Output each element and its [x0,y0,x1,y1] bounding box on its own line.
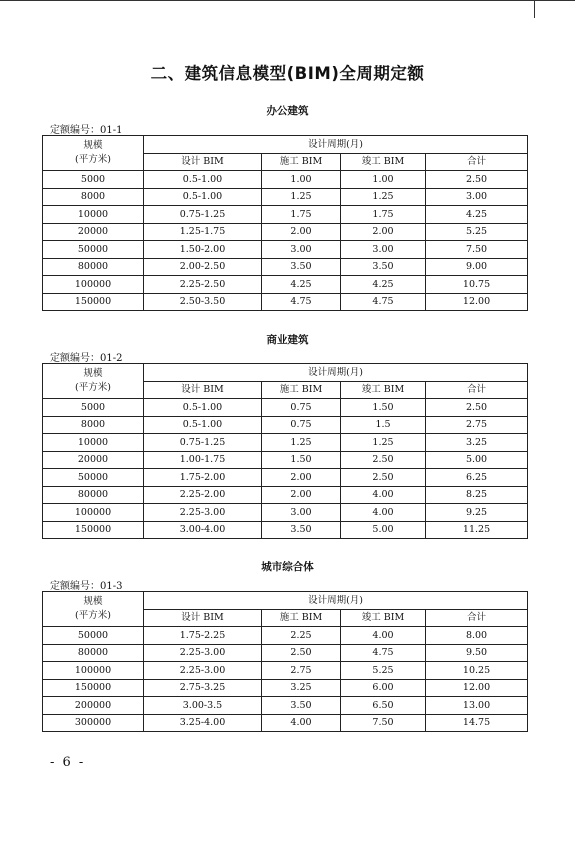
design-bim-cell: 3.00-3.5 [144,697,262,715]
scale-cell: 50000 [43,627,144,645]
quota-table-office [42,135,528,311]
scale-header-line2: (平方米) [75,382,111,393]
completion-bim-cell: 1.75 [341,206,426,224]
construction-bim-cell: 1.00 [262,171,341,189]
scale-header [43,592,144,627]
table-row [43,521,528,539]
construction-bim-cell: 3.50 [262,258,341,276]
construction-bim-cell: 3.25 [262,679,341,697]
top-rule-corner [534,0,575,18]
completion-bim-cell: 4.75 [341,644,426,662]
scale-header [43,364,144,399]
table-row [43,399,528,417]
table-row [43,486,528,504]
scale-cell: 100000 [43,662,144,680]
scale-cell: 300000 [43,714,144,732]
design-bim-cell: 1.50-2.00 [144,241,262,259]
scale-cell: 50000 [43,241,144,259]
construction-bim-cell: 2.00 [262,469,341,487]
scale-cell: 150000 [43,293,144,311]
completion-bim-cell: 4.25 [341,276,426,294]
construction-bim-cell: 4.00 [262,714,341,732]
construction-bim-cell: 3.50 [262,697,341,715]
scale-cell: 80000 [43,486,144,504]
scale-header-line1: 规模 [83,368,103,379]
table-row [43,434,528,452]
construction-bim-cell: 2.50 [262,644,341,662]
table-row [43,241,528,259]
completion-bim-cell: 1.25 [341,188,426,206]
design-bim-cell: 2.25-3.00 [144,504,262,522]
total-cell: 5.00 [426,451,528,469]
section-title-commercial: 商业建筑 [266,334,309,346]
completion-bim-cell: 1.00 [341,171,426,189]
completion-bim-header: 竣工 BIM [341,609,426,627]
table-row [43,223,528,241]
design-bim-cell: 2.50-3.50 [144,293,262,311]
construction-bim-cell: 1.25 [262,188,341,206]
total-cell: 9.50 [426,644,528,662]
total-header: 合计 [426,609,528,627]
page-number: - 6 - [50,755,86,770]
completion-bim-cell: 1.5 [341,416,426,434]
period-header: 设计周期(月) [144,364,528,382]
design-bim-header: 设计 BIM [144,153,262,171]
design-bim-cell: 0.75-1.25 [144,206,262,224]
total-cell: 12.00 [426,293,528,311]
completion-bim-cell: 4.75 [341,293,426,311]
construction-bim-cell: 2.25 [262,627,341,645]
total-cell: 5.25 [426,223,528,241]
scale-cell: 200000 [43,697,144,715]
total-header: 合计 [426,381,528,399]
table-row [43,171,528,189]
design-bim-cell: 3.25-4.00 [144,714,262,732]
completion-bim-cell: 1.25 [341,434,426,452]
construction-bim-cell: 0.75 [262,399,341,417]
total-cell: 8.25 [426,486,528,504]
completion-bim-cell: 5.25 [341,662,426,680]
completion-bim-cell: 6.50 [341,697,426,715]
completion-bim-cell: 2.50 [341,469,426,487]
design-bim-cell: 2.25-2.00 [144,486,262,504]
design-bim-cell: 2.00-2.50 [144,258,262,276]
total-cell: 9.00 [426,258,528,276]
total-header: 合计 [426,153,528,171]
table-row [43,293,528,311]
design-bim-cell: 2.25-3.00 [144,644,262,662]
design-bim-header: 设计 BIM [144,609,262,627]
design-bim-cell: 1.75-2.00 [144,469,262,487]
table-row [43,714,528,732]
design-bim-cell: 0.5-1.00 [144,416,262,434]
construction-bim-cell: 4.25 [262,276,341,294]
scale-cell: 5000 [43,171,144,189]
scale-cell: 20000 [43,451,144,469]
completion-bim-cell: 3.00 [341,241,426,259]
total-cell: 13.00 [426,697,528,715]
construction-bim-cell: 2.00 [262,486,341,504]
scale-cell: 10000 [43,434,144,452]
total-cell: 2.75 [426,416,528,434]
scale-header [43,136,144,171]
construction-bim-header: 施工 BIM [262,381,341,399]
design-bim-cell: 0.5-1.00 [144,399,262,417]
completion-bim-cell: 6.00 [341,679,426,697]
completion-bim-cell: 2.50 [341,451,426,469]
completion-bim-cell: 3.50 [341,258,426,276]
scale-header-line2: (平方米) [75,610,111,621]
total-cell: 12.00 [426,679,528,697]
total-cell: 6.25 [426,469,528,487]
section-title-complex: 城市综合体 [261,561,314,573]
scale-cell: 80000 [43,644,144,662]
construction-bim-cell: 2.00 [262,223,341,241]
design-bim-cell: 2.25-2.50 [144,276,262,294]
scale-cell: 50000 [43,469,144,487]
construction-bim-cell: 1.25 [262,434,341,452]
table-row [43,416,528,434]
total-cell: 2.50 [426,171,528,189]
completion-bim-cell: 4.00 [341,504,426,522]
scale-cell: 100000 [43,276,144,294]
quota-code-commercial: 定额编号：01-2 [50,353,123,364]
scale-cell: 10000 [43,206,144,224]
total-cell: 8.00 [426,627,528,645]
total-cell: 7.50 [426,241,528,259]
total-cell: 4.25 [426,206,528,224]
scale-header-line1: 规模 [83,596,103,607]
page-title: 二、建筑信息模型(BIM)全周期定额 [150,64,425,83]
construction-bim-cell: 2.75 [262,662,341,680]
construction-bim-cell: 4.75 [262,293,341,311]
quota-table-complex [42,591,528,732]
scale-header-line1: 规模 [83,140,103,151]
section-title-office: 办公建筑 [266,105,309,117]
completion-bim-cell: 2.00 [341,223,426,241]
construction-bim-cell: 3.50 [262,521,341,539]
design-bim-cell: 3.00-4.00 [144,521,262,539]
quota-code-complex: 定额编号：01-3 [50,581,123,592]
table-row [43,504,528,522]
quota-table-commercial [42,363,528,539]
completion-bim-cell: 7.50 [341,714,426,732]
design-bim-cell: 0.5-1.00 [144,188,262,206]
total-cell: 11.25 [426,521,528,539]
construction-bim-cell: 1.50 [262,451,341,469]
total-cell: 2.50 [426,399,528,417]
design-bim-cell: 0.5-1.00 [144,171,262,189]
construction-bim-header: 施工 BIM [262,609,341,627]
design-bim-cell: 1.25-1.75 [144,223,262,241]
construction-bim-cell: 1.75 [262,206,341,224]
scale-header-line2: (平方米) [75,154,111,165]
completion-bim-header: 竣工 BIM [341,153,426,171]
table-row [43,679,528,697]
total-cell: 3.00 [426,188,528,206]
scale-cell: 5000 [43,399,144,417]
table-row [43,662,528,680]
table-row [43,469,528,487]
scale-cell: 100000 [43,504,144,522]
table-row [43,451,528,469]
top-rule [0,0,575,1]
total-cell: 14.75 [426,714,528,732]
scale-cell: 20000 [43,223,144,241]
completion-bim-cell: 1.50 [341,399,426,417]
scale-cell: 150000 [43,521,144,539]
completion-bim-cell: 4.00 [341,627,426,645]
total-cell: 9.25 [426,504,528,522]
table-row [43,206,528,224]
table-row [43,697,528,715]
design-bim-cell: 0.75-1.25 [144,434,262,452]
design-bim-cell: 2.75-3.25 [144,679,262,697]
table-row [43,258,528,276]
table-row [43,644,528,662]
scale-cell: 8000 [43,416,144,434]
total-cell: 10.25 [426,662,528,680]
period-header: 设计周期(月) [144,592,528,610]
completion-bim-header: 竣工 BIM [341,381,426,399]
design-bim-header: 设计 BIM [144,381,262,399]
design-bim-cell: 1.75-2.25 [144,627,262,645]
scale-cell: 80000 [43,258,144,276]
completion-bim-cell: 5.00 [341,521,426,539]
construction-bim-cell: 3.00 [262,241,341,259]
total-cell: 10.75 [426,276,528,294]
period-header: 设计周期(月) [144,136,528,154]
design-bim-cell: 1.00-1.75 [144,451,262,469]
design-bim-cell: 2.25-3.00 [144,662,262,680]
quota-code-office: 定额编号：01-1 [50,125,123,136]
completion-bim-cell: 4.00 [341,486,426,504]
scale-cell: 150000 [43,679,144,697]
table-row [43,276,528,294]
construction-bim-header: 施工 BIM [262,153,341,171]
total-cell: 3.25 [426,434,528,452]
construction-bim-cell: 3.00 [262,504,341,522]
scale-cell: 8000 [43,188,144,206]
table-row [43,627,528,645]
construction-bim-cell: 0.75 [262,416,341,434]
table-row [43,188,528,206]
